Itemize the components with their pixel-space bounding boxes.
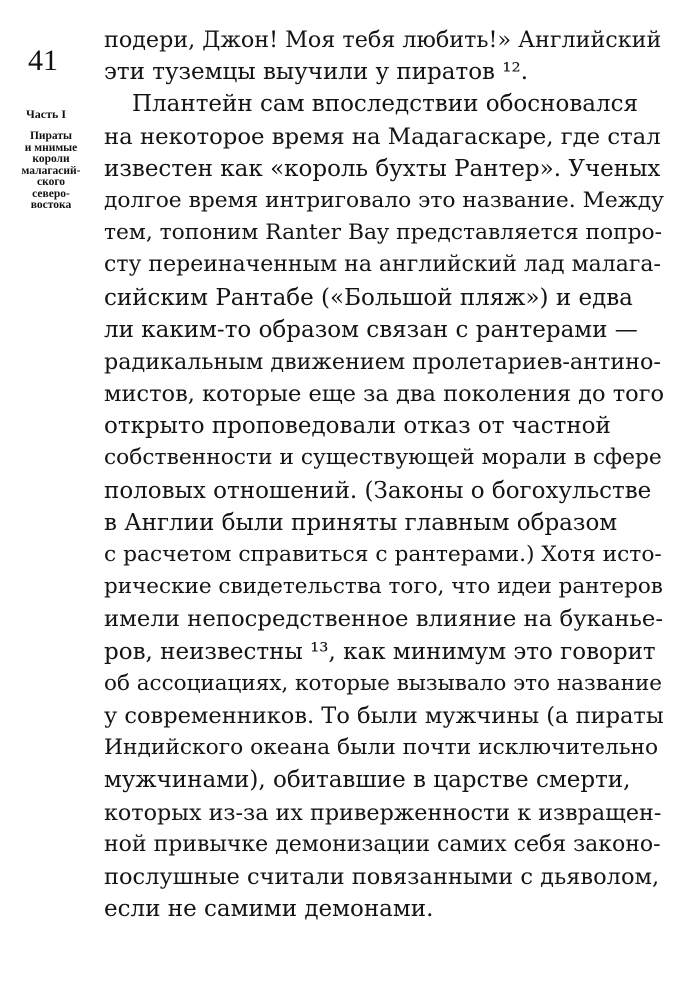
text-line: у современников. То были мужчины (а пираты (104, 702, 664, 729)
text-line: радикальным движением пролетариев-антино- (104, 348, 661, 375)
text-line: в Англии были приняты главным образом (104, 509, 618, 536)
section-title-line: малагасий- (21, 164, 81, 177)
section-title-line: востока (30, 199, 72, 211)
section-title-line: и мнимые (24, 141, 78, 154)
section-title-line: северо- (32, 187, 70, 200)
text-line: известен как «король бухты Рантер». Ученых (104, 155, 661, 182)
text-line: которых из-за их приверженности к извращен- (104, 799, 662, 826)
text-line: мистов, которые еще за два поколения до того (104, 381, 665, 408)
text-line: имели непосредственное влияние на буканье- (104, 606, 664, 633)
text-line: ров, неизвестны ¹³, как минимум это говорит (104, 638, 656, 665)
text-line: подери, Джон! Моя тебя любить!» Английский (104, 27, 662, 53)
text-line: эти туземцы выучили у пиратов ¹². (104, 59, 529, 86)
text-line: тем, топоним Ranter Bay представляется попро- (104, 220, 662, 246)
text-line: половых отношений. (Законы о богохульстве (104, 477, 652, 504)
text-line: с расчетом справиться с рантерами.) Хотя исто- (104, 542, 662, 567)
text-line: ной привычке демонизации самих себя законо- (104, 831, 661, 857)
text-line: мужчинами), обитавшие в царстве смерти, (104, 767, 631, 794)
text-line: послушные считали повязанными с дьяволом, (104, 863, 660, 890)
section-title (14, 131, 88, 212)
text-line: долгое время интриговало это название. Между (104, 187, 664, 213)
body-text (104, 24, 664, 925)
text-line: сту переиначенным на английский лад малага- (104, 252, 661, 278)
section-title-line: короли (32, 153, 70, 165)
part-label: Часть I (26, 107, 67, 121)
text-line: сийским Рантабе («Большой пляж») и едва (104, 284, 633, 311)
margin-column (14, 44, 102, 212)
text-line: Индийского океана были почти исключительно (104, 735, 659, 761)
text-line: собственности и существующей морали в сфере (104, 445, 662, 471)
text-line: открыто проповедовали отказ от частной (104, 413, 611, 440)
section-title-line: Пираты (29, 130, 73, 142)
text-line: на некоторое время на Мадагаскаре, где стал (104, 123, 661, 150)
page-number: 41 (28, 44, 58, 77)
text-line: об ассоциациях, которые вызывало это название (104, 670, 663, 696)
section-title-line: ского (36, 176, 65, 188)
text-line: ли каким-то образом связан с рантерами — (104, 316, 638, 343)
text-line: если не самими демонами. (104, 896, 434, 923)
paragraph-first-line: Плантейн сам впоследствии обосновался (132, 91, 638, 118)
text-line: рические свидетельства того, что идеи рантеров (104, 574, 663, 600)
